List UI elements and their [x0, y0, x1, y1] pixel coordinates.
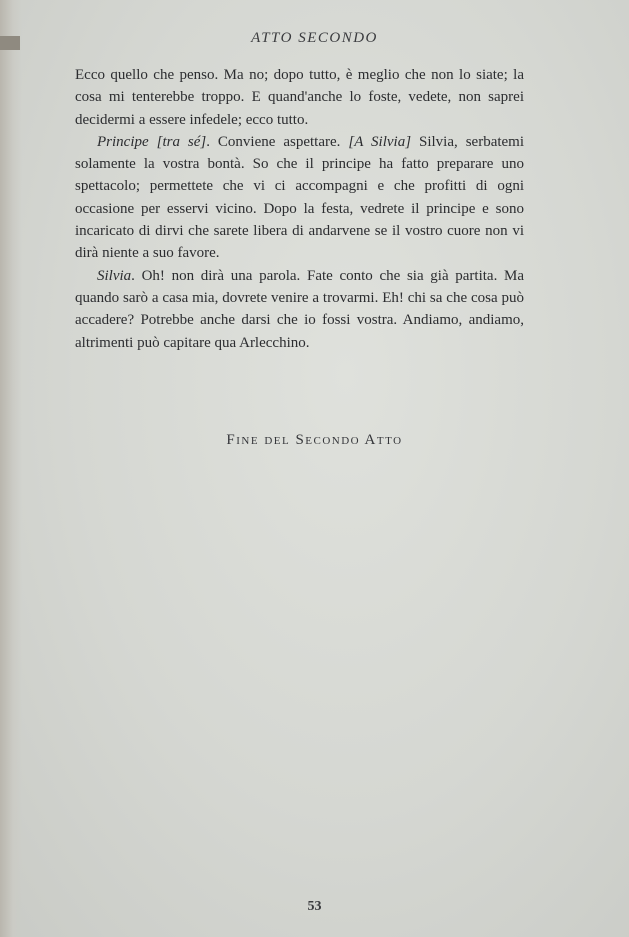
paragraph-1	[75, 64, 524, 131]
paragraph-3-text: . Oh! non dirà una parola. Fate conto che sia già partita. Ma quando sarò a casa mia, dovrete venire a trovarmi. Eh! chi sa che cosa può accadere? Potrebbe anche darsi che io fossi vostra. Andiamo, andiamo, altrimenti può capitare qua Arlecchino.	[75, 267, 524, 351]
page-number: 53	[307, 899, 322, 914]
act-end-title: Fine del Secondo Atto	[226, 432, 403, 448]
stage-direction: [A Silvia]	[348, 133, 412, 150]
body-text	[75, 64, 524, 354]
paragraph-2-text: Silvia, serbatemi solamente la vostra bontà. So che il principe ha fatto preparare uno spettacolo; permettete che vi ci accompagni e che profitti di ogni occasione per esservi vicino. Dopo la festa, vedrete il principe e sono incaricato di dirvi che sarete libera di andarvene se il vostro cuore non vi dirà niente a suo favore.	[75, 133, 525, 262]
speaker-name: Principe	[97, 133, 149, 150]
paragraph-2	[75, 131, 524, 265]
running-head: ATTO SECONDO	[251, 30, 378, 46]
speaker-name: Silvia	[97, 267, 132, 284]
paragraph-2-lead: . Conviene aspettare.	[206, 133, 341, 150]
stage-direction: [tra sé]	[156, 133, 207, 150]
paragraph-3	[75, 265, 524, 354]
paragraph-1-text: Ecco quello che penso. Ma no; dopo tutto, è meglio che non lo siate; la cosa mi tenterebbe troppo. E quand'anche lo foste, vedete, non saprei decidermi a essere infedele; ecco tutto.	[75, 67, 524, 128]
binding-edge	[0, 0, 22, 937]
